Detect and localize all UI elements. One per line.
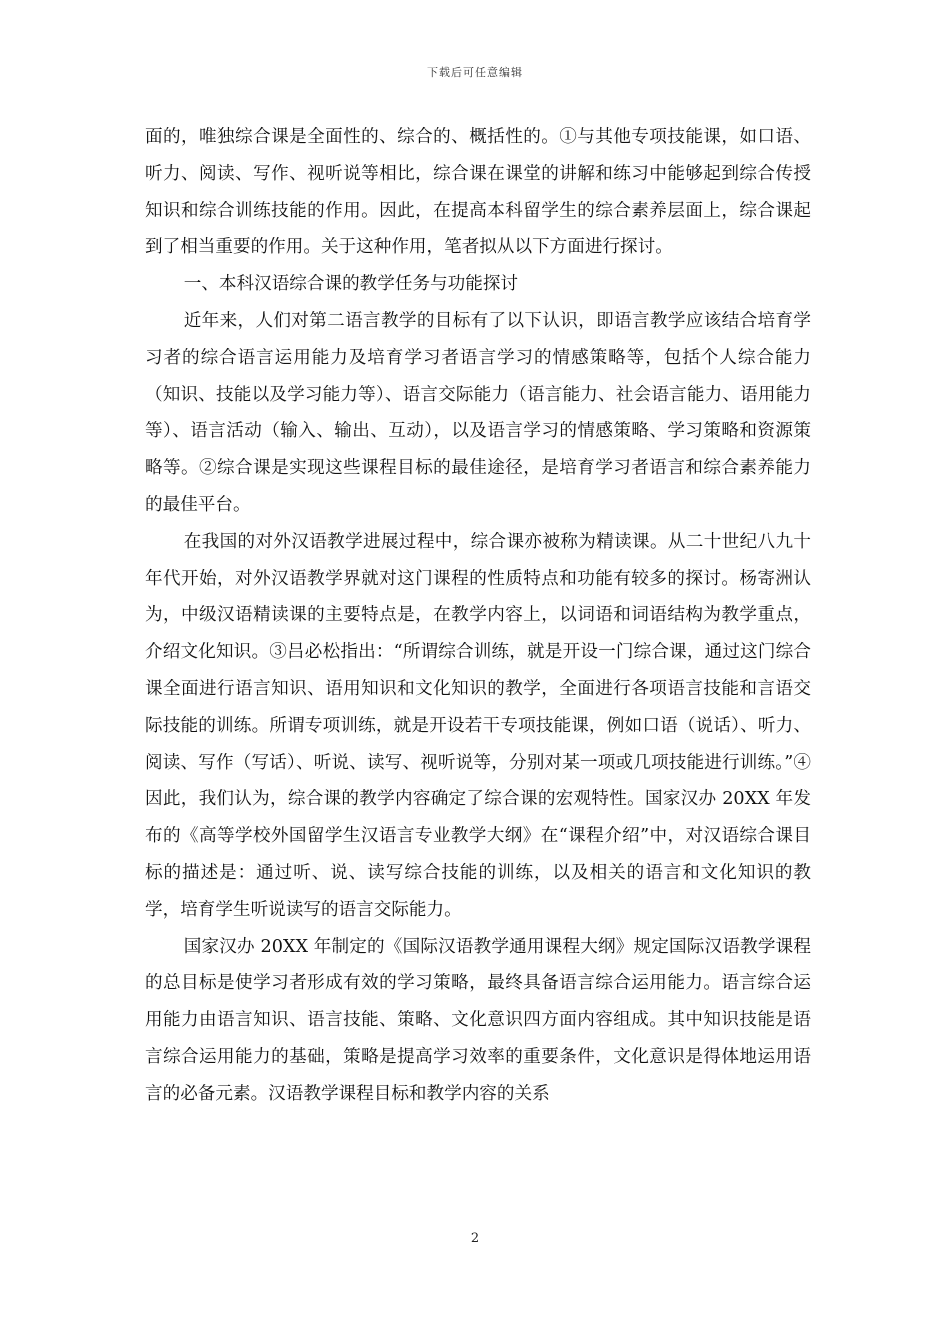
page-header: 下载后可任意编辑 (427, 66, 523, 79)
paragraph-curriculum-outline: 国家汉办 20XX 年制定的《国际汉语教学通用课程大纲》规定国际汉语教学课程的总目标是使学习者形成有效的学习策略，最终具备语言综合运用能力。语言综合运用能力由语言知识、语言技能、策略、文化意识四方面内容组成。其中知识技能是语言综合运用能力的基础，策略是提高学习效率的重要条件，文化意识是得体地运用语言的必备元素。汉语教学课程目标和教学内容的关系 (145, 936, 811, 1104)
page-number: 2 (470, 1231, 480, 1246)
paragraph-teaching-goals: 近年来，人们对第二语言教学的目标有了以下认识，即语言教学应该结合培育学习者的综合语言运用能力及培育学习者语言学习的情感策略等，包括个人综合能力（知识、技能以及学习能力等）、语言交际能力（语言能力、社会语言能力、语用能力等）、语言活动（输入、输出、互动），以及语言学习的情感策略、学习策略和资源策略等。②综合课是实现这些课程目标的最佳途径，是培育学习者语言和综合素养能力的最佳平台。 (145, 310, 811, 515)
paragraph-continuation: 面的，唯独综合课是全面性的、综合的、概括性的。①与其他专项技能课，如口语、听力、阅读、写作、视听说等相比，综合课在课堂的讲解和练习中能够起到综合传授知识和综合训练技能的作用。因此，在提高本科留学生的综合素养层面上，综合课起到了相当重要的作用。关于这种作用，笔者拟从以下方面进行探讨。 (145, 127, 811, 258)
paragraph-course-history: 在我国的对外汉语教学进展过程中，综合课亦被称为精读课。从二十世纪八九十年代开始，对外汉语教学界就对这门课程的性质特点和功能有较多的探讨。杨寄洲认为，中级汉语精读课的主要特点是，在教学内容上，以词语和词语结构为教学重点，介绍文化知识。③吕必松指出：“所谓综合训练，就是开设一门综合课，通过这门综合课全面进行语言知识、语用知识和文化知识的教学，全面进行各项语言技能和言语交际技能的训练。所谓专项训练，就是开设若干专项技能课，例如口语（说话）、听力、阅读、写作（写话）、听说、读写、视听说等，分别对某一项或几项技能进行训练。”④因此，我们认为，综合课的教学内容确定了综合课的宏观特性。国家汉办 20XX 年发布的《高等学校外国留学生汉语言专业教学大纲》在“课程介绍”中，对汉语综合课目标的描述是：通过听、说、读写综合技能的训练，以及相关的语言和文化知识的教学，培育学生听说读写的语言交际能力。 (145, 531, 811, 920)
section-heading: 一、本科汉语综合课的教学任务与功能探讨 (183, 274, 519, 295)
document-body (145, 119, 811, 1113)
